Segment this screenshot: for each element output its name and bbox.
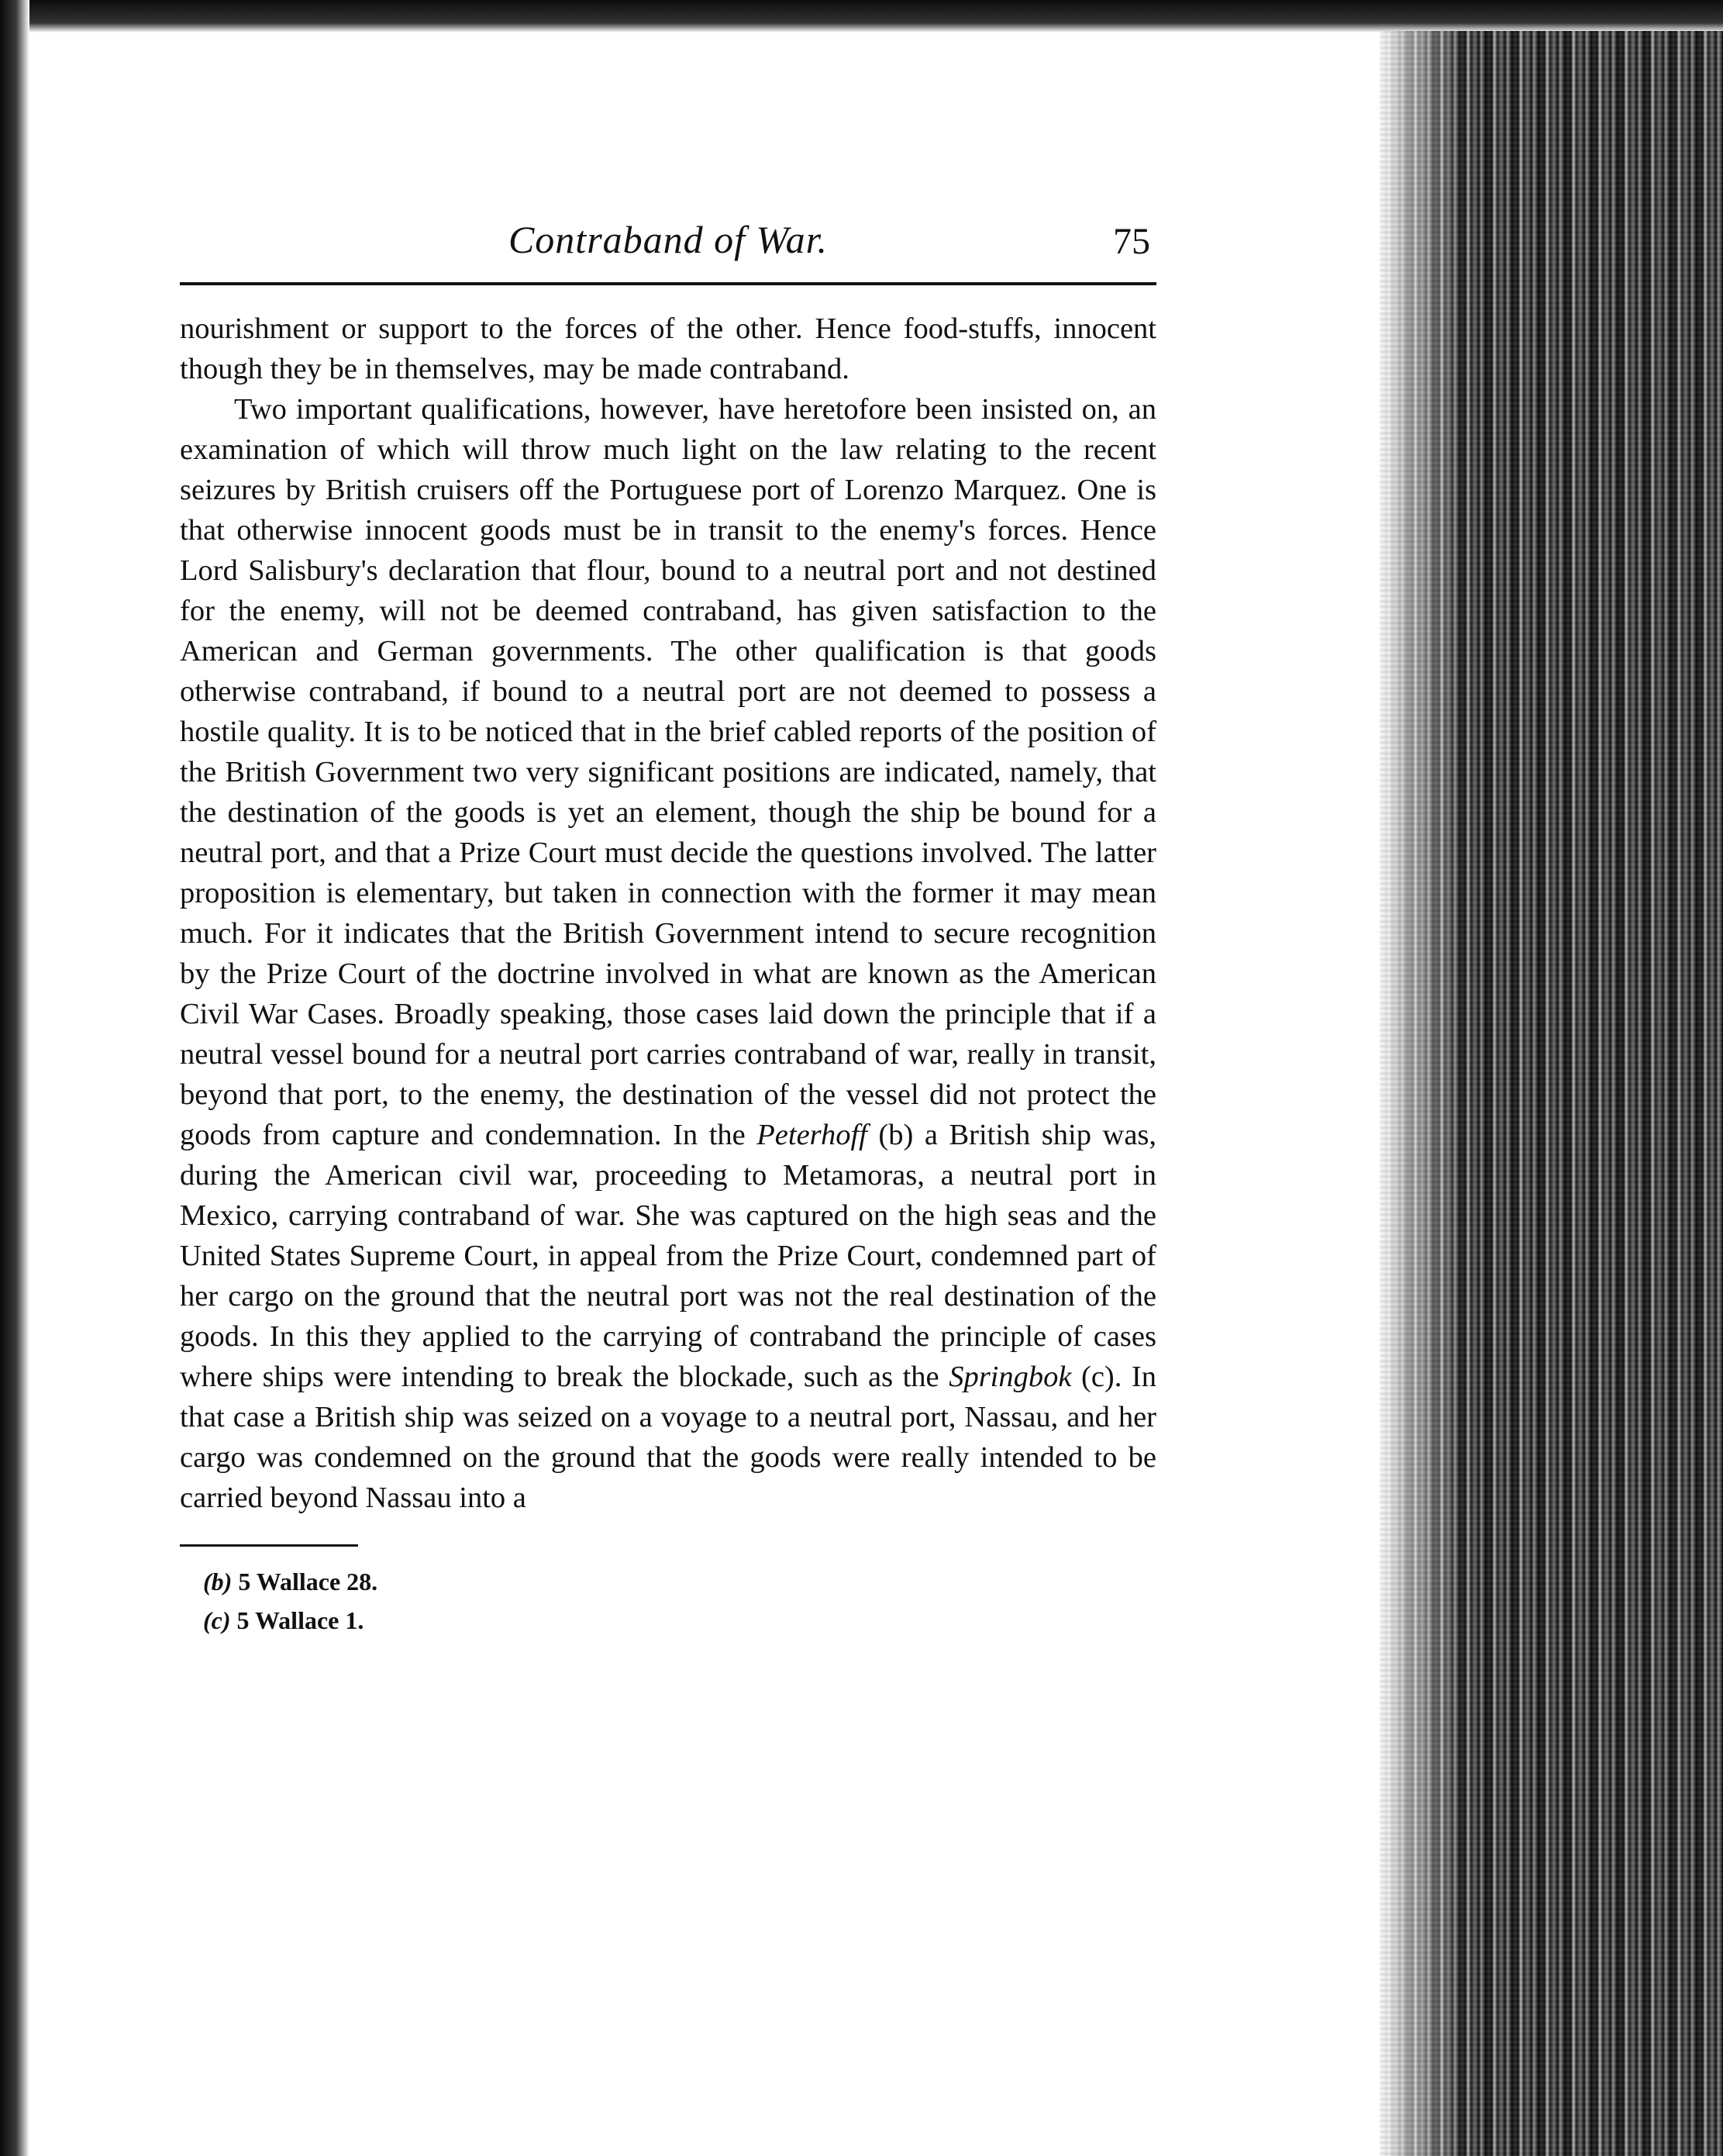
running-title: Contraband of War. [508,218,829,261]
footnote [203,1562,1156,1601]
running-head [180,217,1156,279]
scan-border-top [0,0,1723,33]
case-name-springbok: Springbok [949,1361,1072,1393]
page-number: 75 [1113,221,1150,262]
footnote-text: 5 Wallace 28. [238,1568,378,1595]
paragraph-text-part-c: (c). In that case a British ship was seized on a voyage to a neutral port, Nassau, and her cargo was condemned on the ground that the goods were really intended to be carried beyond Nassau into a [180,1361,1156,1514]
scan-border-left [0,0,29,2156]
footnote [203,1601,1156,1640]
paragraph-text-part-a: Two important qualifications, however, have heretofore been insisted on, an examination of which will throw much light on the law relating to the recent seizures by British cruisers off the Portuguese port of Lorenzo Marquez. One is that otherwise innocent goods must be in transit to the enemy's forces. Hence Lord Salisbury's declaration that flour, bound to a neutral port and not destined for the enemy, will not be deemed contraband, has given satisfaction to the American and German governments. The other qualification is that goods otherwise contraband, if bound to a neutral port are not deemed to possess a hostile quality. It is to be noticed that in the brief cabled reports of the position of the British Government two very significant positions are indicated, namely, that the destination of the goods is yet an element, though the ship be bound for a neutral port, and that a Prize Court must decide the questions involved. The latter proposition is elementary, but taken in connection with the former it may mean much. For it indicates that the British Government intend to secure recognition by the Prize Court of the doctrine involved in what are known as the American Civil War Cases. Broadly speaking, those cases laid down the principle that if a neutral vessel bound for a neutral port carries contraband of war, really in transit, beyond that port, to the enemy, the destination of the vessel did not protect the goods from capture and condemnation. In the [180,393,1156,1151]
paragraph-qualifications [180,389,1156,1518]
case-name-peterhoff: Peterhoff [756,1119,867,1151]
footnote-rule [180,1544,358,1547]
body-text [180,309,1156,1518]
footnotes [180,1562,1156,1640]
paragraph-text-part-b: (b) a British ship was, during the American civil war, proceeding to Metamoras, a neutral port in Mexico, carrying contraband of war. She was captured on the high seas and the United States Supreme Court, in appeal from the Prize Court, condemned part of her cargo on the ground that the neutral port was not the real destination of the goods. In this they applied to the carrying of contraband the principle of cases where ships were intending to break the blockade, such as the [180,1119,1157,1393]
paragraph-continued: nourishment or support to the forces of the other. Hence food-stuffs, innocent though they be in themselves, may be made contraband. [180,312,1156,385]
footnote-marker: (c) [203,1606,231,1634]
header-rule [180,282,1156,285]
footnote-text: 5 Wallace 1. [236,1606,364,1634]
book-page [180,217,1156,1640]
book-page-edges [1380,31,1723,2156]
footnote-marker: (b) [203,1568,233,1595]
